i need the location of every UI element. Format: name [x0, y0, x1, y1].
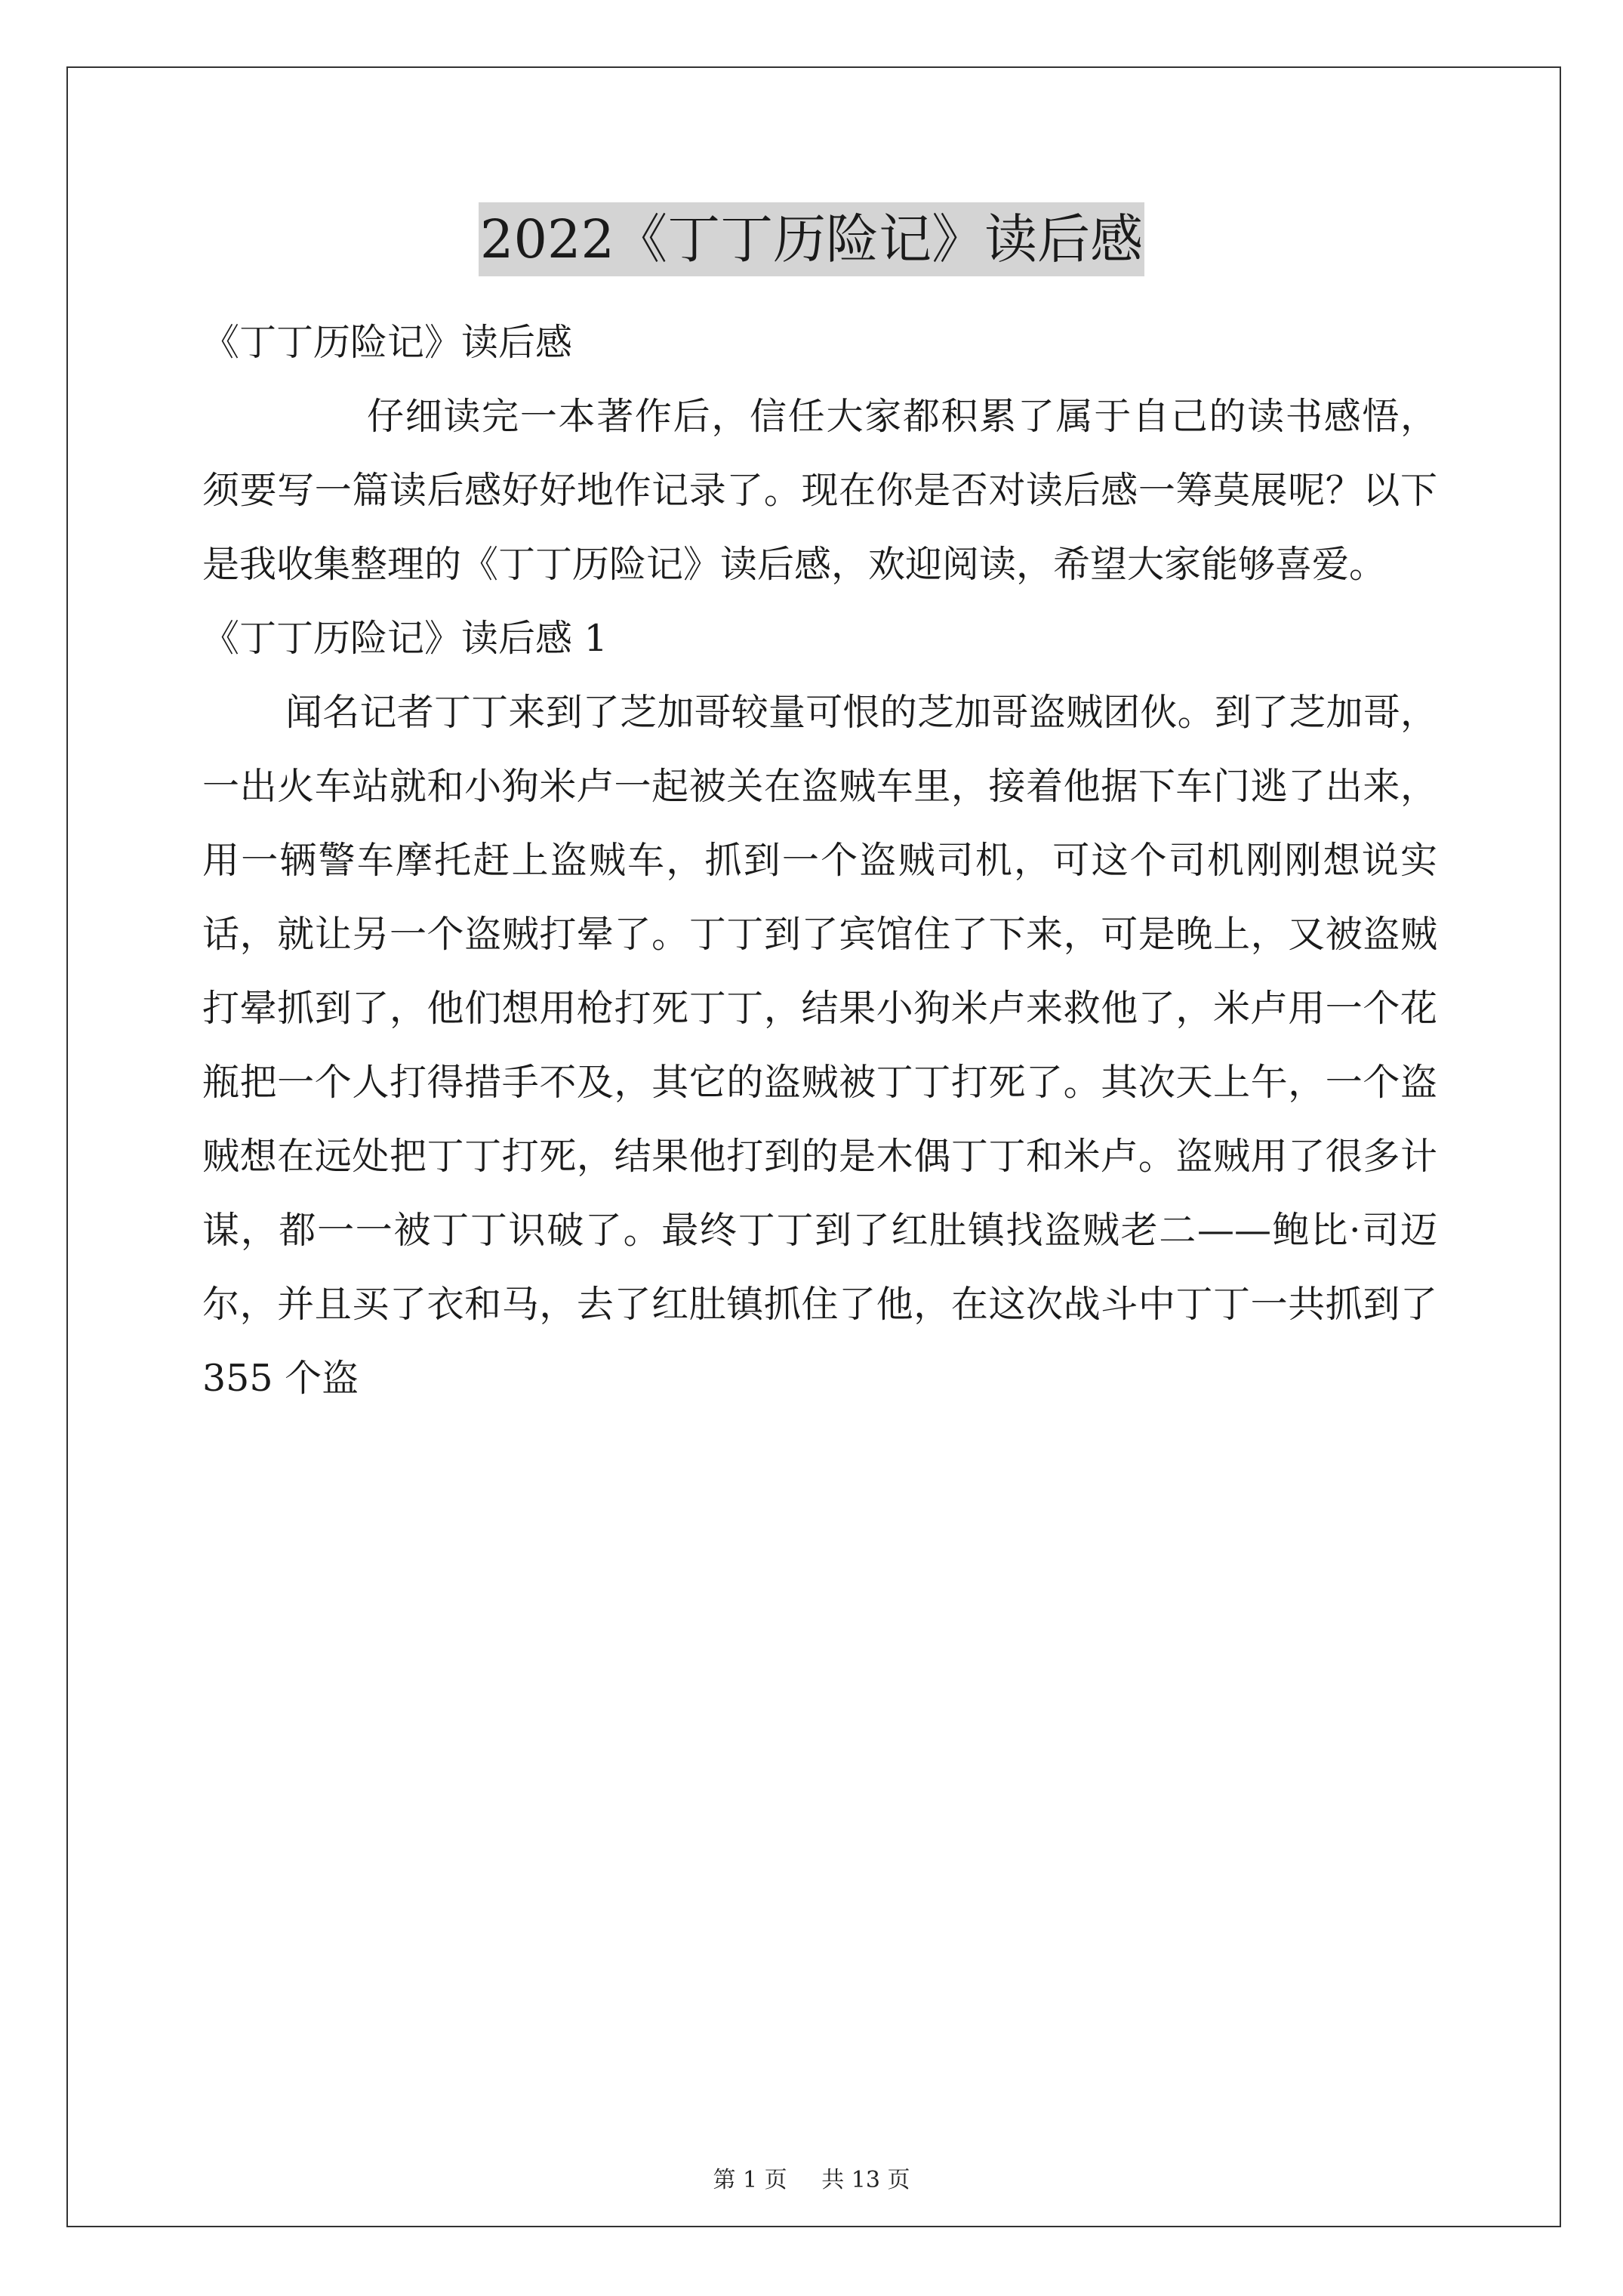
- title-container: [0, 202, 1623, 276]
- page-number: 第 1 页: [713, 2167, 787, 2193]
- section-heading: 《丁丁历险记》读后感 1: [202, 617, 608, 660]
- body-paragraph: 闻名记者丁丁来到了芝加哥较量可恨的芝加哥盗贼团伙。到了芝加哥，一出火车站就和小狗米卢一起被关在盗贼车里，接着他据下车门逃了出来，用一辆警车摩托赶上盗贼车，抓到一个盗贼司机，可这个司机刚刚想说实话，就让另一个盗贼打晕了。丁丁到了宾馆住了下来，可是晚上，又被盗贼打晕抓到了，他们想用枪打死丁丁，结果小狗米卢来救他了，米卢用一个花瓶把一个人打得措手不及，其它的盗贼被丁丁打死了。其次天上午，一个盗贼想在远处把丁丁打死，结果他打到的是木偶丁丁和米卢。盗贼用了很多计谋，都一一被丁丁识破了。最终丁丁到了红肚镇找盗贼老二——鲍比·司迈尔，并且买了衣和马，去了红肚镇抓住了他，在这次战斗中丁丁一共抓到了 355 个盗: [202, 691, 1437, 1400]
- page-footer: [0, 2165, 1623, 2196]
- document-body: [202, 306, 1437, 1416]
- intro-paragraph: 仔细读完一本著作后，信任大家都积累了属于自己的读书感悟，须要写一篇读后感好好地作记录了。现在你是否对读后感一筹莫展呢？以下是我收集整理的《丁丁历险记》读后感，欢迎阅读，希望大家能够喜爱。: [202, 395, 1437, 586]
- article-heading: 《丁丁历险记》读后感: [202, 321, 573, 364]
- document-title: 2022《丁丁历险记》读后感: [479, 202, 1144, 276]
- page-total: 共 13 页: [821, 2167, 910, 2193]
